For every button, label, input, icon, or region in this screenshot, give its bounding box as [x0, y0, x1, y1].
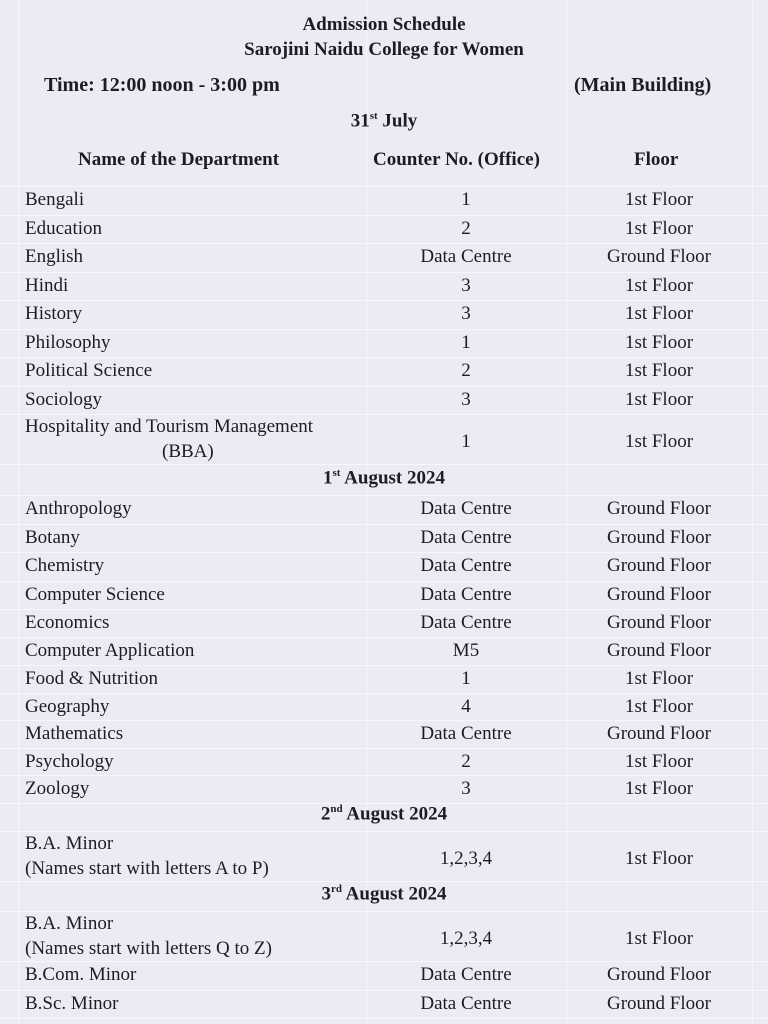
floor-value: Ground Floor	[607, 964, 711, 985]
department-line: English	[25, 246, 84, 267]
department-line: Chemistry	[25, 555, 105, 576]
table-row	[0, 272, 768, 301]
counter-number: Data Centre	[420, 992, 512, 1014]
grid-line	[0, 881, 768, 882]
department-name	[25, 831, 269, 881]
department-line: B.Sc. Minor	[25, 992, 119, 1014]
date-month: August 2024	[341, 883, 447, 905]
department-line: Zoology	[25, 778, 90, 799]
date-heading	[0, 803, 768, 825]
floor-value: Ground Floor	[607, 612, 711, 633]
counter-number: 2	[461, 750, 471, 772]
floor-value: 1st Floor	[624, 695, 694, 717]
department-name	[25, 693, 109, 721]
college-name: Sarojini Naidu College for Women	[244, 39, 524, 60]
counter-number: M5	[452, 640, 480, 661]
floor-value: 1st Floor	[624, 668, 694, 689]
department-line: Bengali	[25, 189, 85, 210]
table-row	[0, 414, 768, 464]
counter-number: 3	[461, 274, 471, 296]
time-label: Time: 12:00 noon - 3:00 pm	[44, 74, 280, 96]
department-line: B.A. Minor	[25, 913, 114, 934]
department-name	[25, 329, 111, 357]
table-row	[0, 609, 768, 637]
floor-value: 1st Floor	[624, 189, 694, 210]
table-row	[0, 775, 768, 803]
date-heading	[0, 110, 768, 132]
counter-number: 3	[461, 778, 471, 799]
floor-value: 1st Floor	[624, 303, 694, 324]
department-line-2: (BBA)	[162, 441, 214, 462]
department-line: Food & Nutrition	[25, 668, 159, 689]
floor-value: 1st Floor	[624, 217, 694, 239]
counter-number: 1	[461, 189, 471, 210]
counter-number: 3	[461, 388, 471, 410]
table-row	[0, 693, 768, 721]
department-line: Education	[25, 217, 103, 239]
date-month: August 2024	[342, 803, 448, 825]
table-row	[0, 831, 768, 881]
counter-number: Data Centre	[420, 723, 512, 744]
floor-value: 1st Floor	[624, 360, 694, 381]
department-name	[25, 215, 102, 243]
floor-value: 1st Floor	[624, 274, 694, 296]
date-day: 1	[323, 467, 333, 489]
counter-number: Data Centre	[420, 526, 512, 548]
department-name	[25, 243, 83, 271]
department-line: Economics	[25, 612, 110, 633]
grid-line	[0, 1018, 768, 1019]
department-line: Sociology	[25, 388, 103, 410]
department-name	[25, 552, 104, 580]
department-name	[25, 775, 89, 803]
table-row	[0, 911, 768, 961]
floor-value: 1st Floor	[624, 750, 694, 772]
department-line: Computer Science	[25, 583, 165, 605]
counter-number: 1	[461, 431, 471, 452]
department-name	[25, 748, 114, 776]
floor-value: Ground Floor	[607, 246, 711, 267]
date-suffix: st	[332, 467, 341, 479]
table-row	[0, 581, 768, 610]
column-header-department: Name of the Department	[78, 149, 280, 170]
date-month: August 2024	[340, 467, 445, 489]
date-month: July	[377, 110, 418, 132]
building-label: (Main Building)	[574, 74, 712, 96]
date-day: 2	[320, 803, 331, 825]
department-line: Mathematics	[25, 723, 124, 744]
grid-line	[0, 464, 768, 465]
counter-number: 3	[461, 303, 471, 324]
department-line: Geography	[25, 695, 110, 717]
counter-number: 1,2,3,4	[439, 928, 493, 949]
department-name	[25, 186, 84, 214]
department-name	[25, 357, 152, 385]
table-row	[0, 243, 768, 272]
counter-number: 2	[461, 360, 471, 381]
department-line: History	[25, 303, 82, 324]
department-line: Psychology	[25, 750, 114, 772]
counter-number: 4	[461, 695, 471, 717]
table-row	[0, 990, 768, 1019]
date-day: 3	[321, 883, 331, 905]
counter-number: Data Centre	[420, 498, 512, 519]
floor-value: Ground Floor	[607, 583, 711, 605]
table-row	[0, 495, 768, 524]
department-line: Hospitality and Tourism Management	[25, 416, 314, 437]
date-suffix: st	[369, 110, 378, 122]
table-row	[0, 552, 768, 581]
department-name	[25, 990, 118, 1018]
table-row	[0, 665, 768, 693]
counter-number: Data Centre	[420, 612, 512, 633]
date-heading	[0, 883, 768, 905]
department-line: Philosophy	[25, 331, 111, 353]
department-name	[25, 272, 68, 300]
department-name	[25, 720, 123, 748]
floor-value: Ground Floor	[607, 498, 711, 519]
table-row	[0, 637, 768, 665]
floor-value: 1st Floor	[624, 928, 694, 949]
department-line: Hindi	[25, 274, 69, 296]
date-heading	[0, 467, 768, 489]
department-line: Botany	[25, 526, 80, 548]
floor-value: Ground Floor	[607, 526, 711, 548]
floor-value: 1st Floor	[624, 331, 694, 353]
counter-number: 2	[461, 217, 471, 239]
floor-value: 1st Floor	[624, 388, 694, 410]
department-name	[25, 300, 82, 328]
column-header-counter: Counter No. (Office)	[373, 149, 540, 170]
department-name	[25, 911, 272, 961]
counter-number: Data Centre	[420, 583, 512, 605]
table-row	[0, 961, 768, 990]
table-row	[0, 720, 768, 748]
table-row	[0, 357, 768, 386]
department-line: Political Science	[25, 360, 153, 381]
date-suffix: rd	[330, 883, 342, 895]
floor-value: Ground Floor	[607, 640, 711, 661]
department-name	[25, 961, 136, 989]
department-name	[25, 581, 165, 609]
date-day: 31	[350, 110, 370, 132]
department-name	[25, 665, 158, 693]
department-name	[25, 637, 194, 665]
counter-number: Data Centre	[420, 246, 512, 267]
counter-number: 1,2,3,4	[439, 848, 493, 869]
department-name	[25, 609, 109, 637]
counter-number: 1	[461, 331, 471, 353]
department-name	[25, 524, 80, 552]
department-line: B.A. Minor	[25, 833, 114, 854]
date-suffix: nd	[330, 803, 343, 815]
department-line-2: (Names start with letters A to P)	[25, 858, 269, 879]
floor-value: 1st Floor	[624, 848, 694, 869]
department-name	[25, 495, 132, 523]
counter-number: 1	[461, 668, 471, 689]
document-title: Admission Schedule	[302, 14, 466, 35]
floor-value: 1st Floor	[624, 778, 694, 799]
department-name	[25, 386, 102, 414]
table-row	[0, 300, 768, 329]
floor-value: Ground Floor	[607, 723, 711, 744]
column-header-floor: Floor	[634, 149, 679, 170]
counter-number: Data Centre	[420, 964, 512, 985]
department-line: Computer Application	[25, 640, 195, 661]
floor-value: 1st Floor	[624, 431, 694, 452]
counter-number: Data Centre	[420, 555, 512, 576]
table-row	[0, 386, 768, 415]
department-name	[25, 414, 313, 464]
table-row	[0, 186, 768, 215]
floor-value: Ground Floor	[607, 555, 711, 576]
department-line-2: (Names start with letters Q to Z)	[25, 938, 272, 959]
table-row	[0, 748, 768, 776]
department-line: Anthropology	[25, 498, 132, 519]
table-row	[0, 524, 768, 553]
table-row	[0, 329, 768, 358]
department-line: B.Com. Minor	[25, 964, 137, 985]
floor-value: Ground Floor	[607, 992, 711, 1014]
table-row	[0, 215, 768, 244]
